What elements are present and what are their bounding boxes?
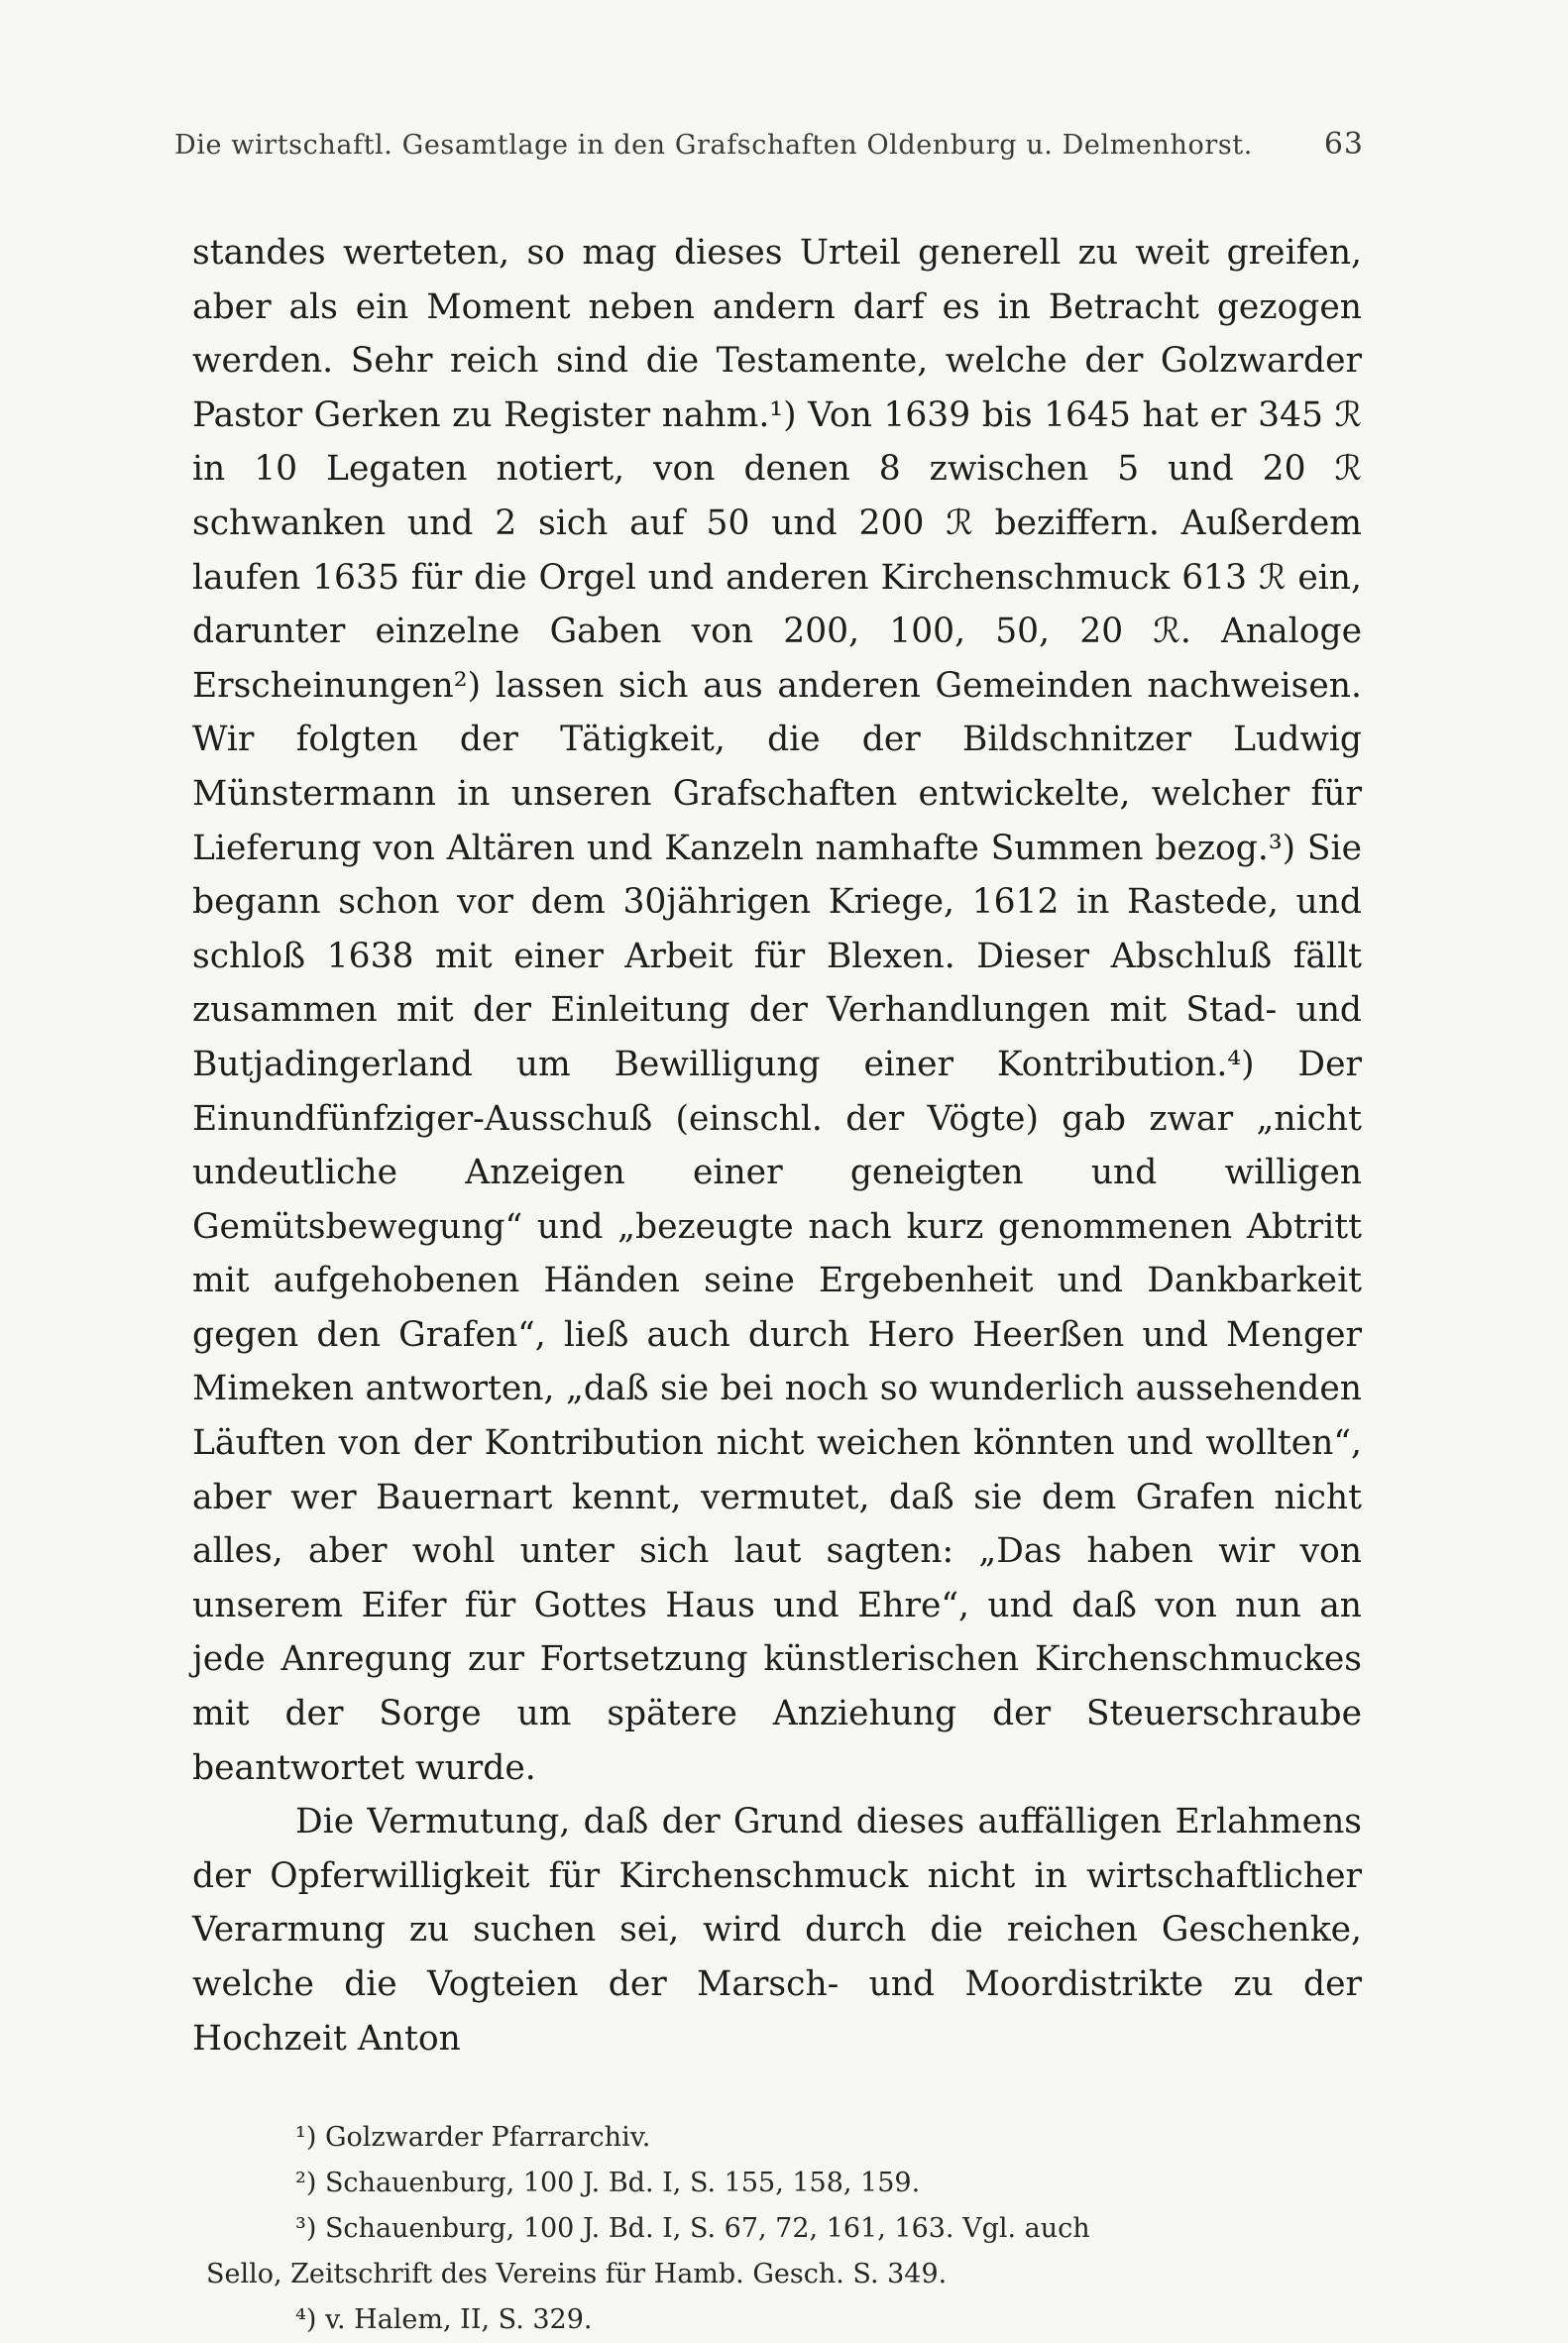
paragraph: Die Vermutung, daß der Grund dieses auffälligen Erlahmens der Opferwilligkeit für Kirchenschmuck nicht in wirtschaftlicher Verarmung zu suchen sei, wird durch die reichen Geschenke, welche die Vogteien der Marsch- und Moordistrikte zu der Hochzeit Anton <box>192 1802 1362 2059</box>
running-head-title: Die wirtschaftl. Gesamtlage in den Grafschaften Oldenburg u. Delmenhorst. <box>174 130 1253 161</box>
footnote-4: ⁴) v. Halem, II, S. 329. <box>295 2304 593 2335</box>
footnote-3: ³) Schauenburg, 100 J. Bd. I, S. 67, 72, 161, 163. Vgl. auch <box>295 2213 1090 2244</box>
footnote-3-continuation: Sello, Zeitschrift des Vereins für Hamb. Gesch. S. 349. <box>206 2259 948 2289</box>
page-number: 63 <box>1323 127 1364 162</box>
running-head <box>174 127 1364 162</box>
main-text <box>192 226 1362 2065</box>
paragraph: standes werteten, so mag dieses Urteil generell zu weit greifen, aber als ein Moment neben andern darf es in Betracht gezogen werden. Sehr reich sind die Testamente, welche der Golzwarder Pastor Gerken zu Register nahm.¹) Von 1639 bis 1645 hat er 345 ℛ in 10 Legaten notiert, von denen 8 zwischen 5 und 20 ℛ schwanken und 2 sich auf 50 und 200 ℛ beziffern. Außerdem laufen 1635 für die Orgel und anderen Kirchenschmuck 613 ℛ ein, darunter einzelne Gaben von 200, 100, 50, 20 ℛ. Analoge Erscheinungen²) lassen sich aus anderen Gemeinden nachweisen. Wir folgten der Tätigkeit, die der Bildschnitzer Ludwig Münstermann in unseren Grafschaften entwickelte, welcher für Lieferung von Altären und Kanzeln namhafte Summen bezog.³) Sie begann schon vor dem 30jährigen Kriege, 1612 in Rastede, und schloß 1638 mit einer Arbeit für Blexen. Dieser Abschluß fällt zusammen mit der Einleitung der Verhandlungen mit Stad- und Butjadingerland um Bewilligung einer Kontribution.⁴) Der Einundfünfziger-Ausschuß (einschl. der Vögte) gab zwar „nicht undeutliche Anzeigen einer geneigten und willigen Gemütsbewegung“ und „bezeugte nach kurz genommenen Abtritt mit aufgehobenen Händen seine Ergebenheit und Dankbarkeit gegen den Grafen“, ließ auch durch Hero Heerßen und Menger Mimeken antworten, „daß sie bei noch so wunderlich aussehenden Läuften von der Kontribution nicht weichen könnten und wollten“, aber wer Bauernart kennt, vermutet, daß sie dem Grafen nicht alles, aber wohl unter sich laut sagten: „Das haben wir von unserem Eifer für Gottes Haus und Ehre“, und daß von nun an jede Anregung zur Fortsetzung künstlerischen Kirchenschmuckes mit der Sorge um spätere Anziehung der Steuerschraube beantwortet wurde. <box>192 233 1362 1788</box>
footnotes <box>206 2115 1306 2343</box>
footnote-1: ¹) Golzwarder Pfarrarchiv. <box>295 2122 651 2153</box>
footnote-2: ²) Schauenburg, 100 J. Bd. I, S. 155, 158, 159. <box>295 2168 921 2198</box>
